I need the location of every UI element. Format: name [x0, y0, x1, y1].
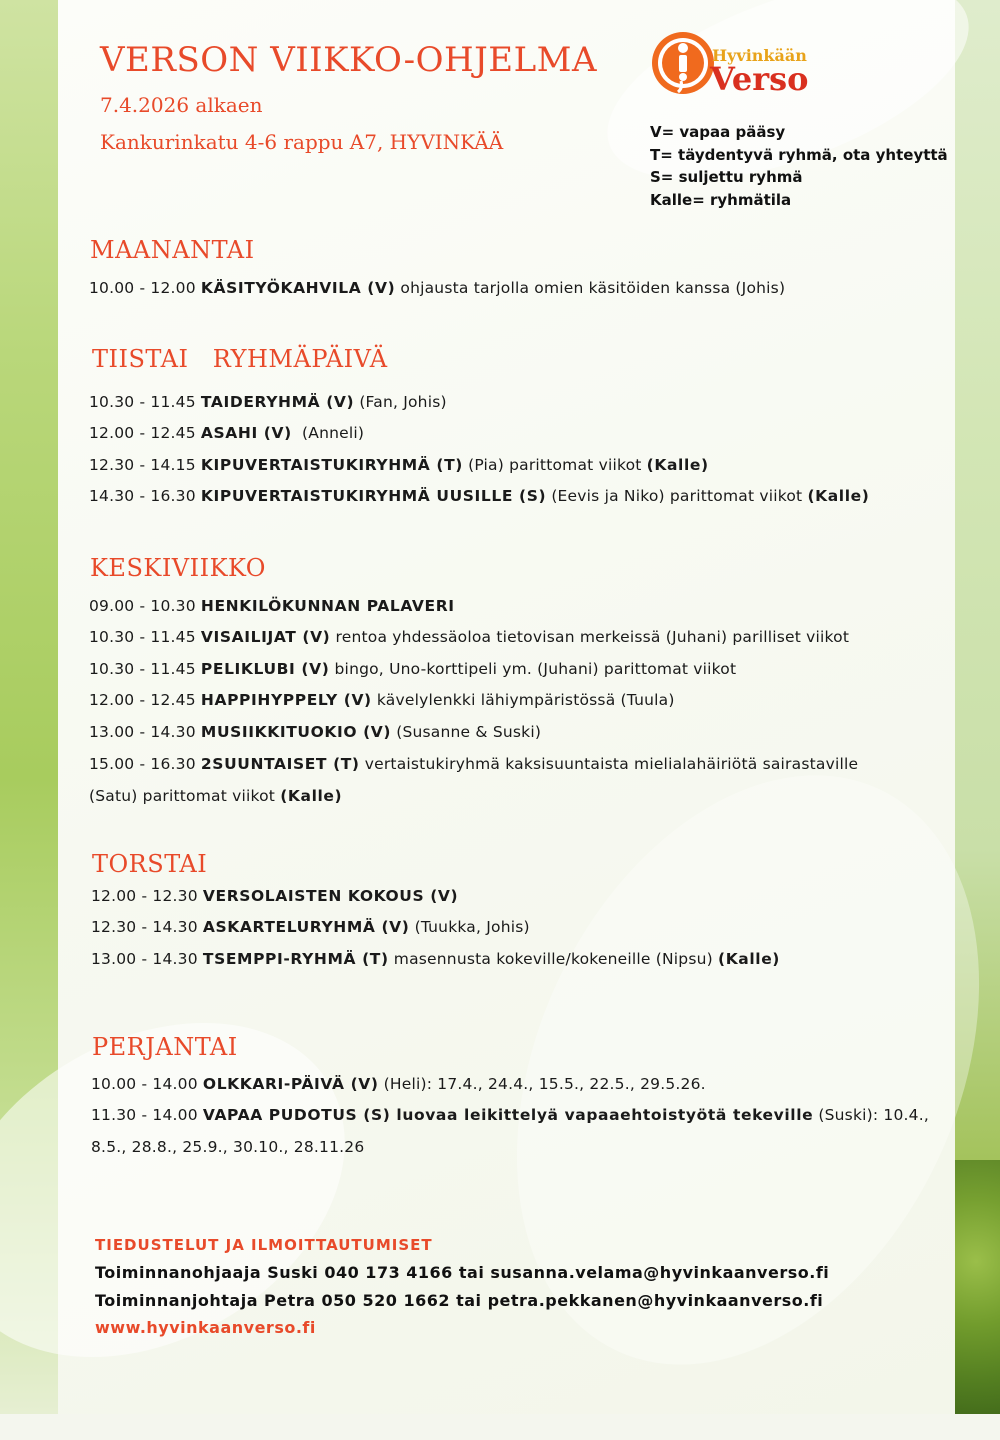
- day-heading-tiistai: TIISTAI RYHMÄPÄIVÄ: [92, 345, 388, 373]
- schedule-item: 11.30 - 14.00 VAPAA PUDOTUS (S) luovaa leikittelyä vapaaehtoistyötä tekeville (Suski): 10.4.,: [91, 1106, 929, 1124]
- schedule-item-continuation: 8.5., 28.8., 25.9., 30.10., 28.11.26: [91, 1138, 365, 1156]
- flower-petal-decoration: [0, 955, 405, 1425]
- schedule-item: 13.00 - 14.30 MUSIIKKITUOKIO (V) (Susanne & Suski): [89, 723, 542, 741]
- website-link[interactable]: www.hyvinkaanverso.fi: [95, 1318, 316, 1337]
- schedule-item: 10.00 - 12.00 KÄSITYÖKAHVILA (V) ohjausta tarjolla omien käsitöiden kanssa (Johis): [89, 279, 786, 297]
- schedule-item: 13.00 - 14.30 TSEMPPI-RYHMÄ (T) masennusta kokeville/kokeneille (Nipsu) (Kalle): [91, 950, 780, 968]
- flower-petal-decoration: [427, 700, 1000, 1439]
- schedule-item: 10.30 - 11.45 PELIKLUBI (V) bingo, Uno-korttipeli ym. (Juhani) parittomat viikot: [89, 660, 737, 678]
- hyvinkaan-verso-logo: [650, 30, 830, 100]
- start-date: 7.4.2026 alkaen: [100, 93, 263, 117]
- schedule-item: 12.30 - 14.15 KIPUVERTAISTUKIRYHMÄ (T) (Pia) parittomat viikot (Kalle): [89, 456, 709, 474]
- schedule-item: 15.00 - 16.30 2SUUNTAISET (T) vertaistukiryhmä kaksisuuntaista mielialahäiriötä sairastaville: [89, 755, 859, 773]
- day-heading-perjantai: PERJANTAI: [92, 1033, 238, 1061]
- day-heading-keskiviikko: KESKIVIIKKO: [90, 554, 266, 582]
- address: Kankurinkatu 4-6 rappu A7, HYVINKÄÄ: [100, 130, 504, 154]
- legend-item: V= vapaa pääsy: [650, 123, 786, 141]
- contact-line: Toiminnanjohtaja Petra 050 520 1662 tai petra.pekkanen@hyvinkaanverso.fi: [95, 1291, 824, 1310]
- schedule-item: 10.30 - 11.45 VISAILIJAT (V) rentoa yhdessäoloa tietovisan merkeissä (Juhani) parilliset viikot: [89, 628, 850, 646]
- day-heading-maanantai: MAANANTAI: [90, 236, 255, 264]
- schedule-item: 14.30 - 16.30 KIPUVERTAISTUKIRYHMÄ UUSILLE (S) (Eevis ja Niko) parittomat viikot (Kalle): [89, 487, 870, 505]
- logo-top-text: Hyvinkään: [712, 46, 807, 65]
- logo-main-text: Verso: [710, 60, 809, 98]
- schedule-item: 12.00 - 12.45 ASAHI (V) (Anneli): [89, 424, 365, 442]
- schedule-item: 09.00 - 10.30 HENKILÖKUNNAN PALAVERI: [89, 597, 455, 615]
- legend-item: Kalle= ryhmätila: [650, 190, 792, 209]
- schedule-item: 10.00 - 14.00 OLKKARI-PÄIVÄ (V) (Heli): 17.4., 24.4., 15.5., 22.5., 29.5.26.: [91, 1075, 706, 1093]
- legend: [650, 121, 948, 211]
- schedule-item: 12.00 - 12.45 HAPPIHYPPELY (V) kävelylenkki lähiympäristössä (Tuula): [89, 691, 675, 709]
- schedule-item: 12.00 - 12.30 VERSOLAISTEN KOKOUS (V): [91, 887, 459, 905]
- schedule-item: 10.30 - 11.45 TAIDERYHMÄ (V) (Fan, Johis): [89, 393, 447, 411]
- contact-heading: TIEDUSTELUT JA ILMOITTAUTUMISET: [95, 1236, 433, 1254]
- day-heading-torstai: TORSTAI: [92, 850, 208, 878]
- contact-line: Toiminnanohjaaja Suski 040 173 4166 tai susanna.velama@hyvinkaanverso.fi: [95, 1263, 830, 1282]
- legend-item: S= suljettu ryhmä: [650, 168, 803, 186]
- schedule-item: 12.30 - 14.30 ASKARTELURYHMÄ (V) (Tuukka, Johis): [91, 918, 530, 936]
- page-title: VERSON VIIKKO-OHJELMA: [100, 40, 598, 80]
- legend-item: T= täydentyvä ryhmä, ota yhteyttä: [650, 145, 948, 164]
- schedule-item-continuation: (Satu) parittomat viikot (Kalle): [89, 787, 343, 805]
